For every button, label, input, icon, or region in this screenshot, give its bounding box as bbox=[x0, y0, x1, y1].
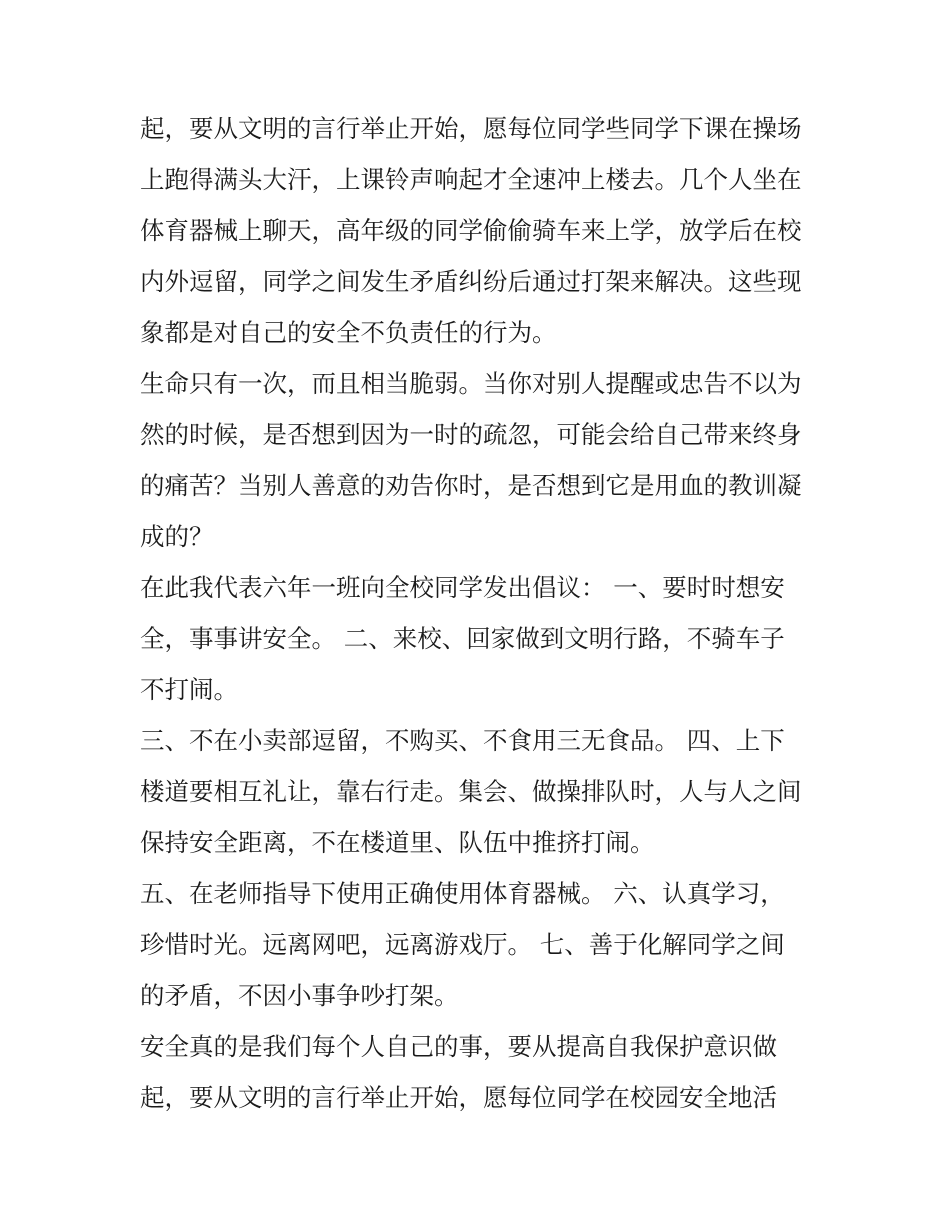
text-line: 上跑得满头大汗，上课铃声响起才全速冲上楼去。几个人坐在 bbox=[140, 165, 802, 194]
text-line: 体育器械上聊天，高年级的同学偷偷骑车来上学，放学后在校 bbox=[140, 216, 802, 245]
text-line: 成的？ bbox=[140, 522, 214, 551]
text-line: 内外逗留，同学之间发生矛盾纠纷后通过打架来解决。这些现 bbox=[140, 267, 802, 296]
text-line: 三、不在小卖部逗留，不购买、不食用三无食品。 四、上下 bbox=[140, 726, 785, 755]
text-line: 生命只有一次，而且相当脆弱。当你对别人提醒或忠告不以为 bbox=[140, 369, 802, 398]
text-line: 保持安全距离，不在楼道里、队伍中推挤打闹。 bbox=[140, 828, 655, 857]
text-line: 起，要从文明的言行举止开始，愿每位同学在校园安全地活 bbox=[140, 1083, 777, 1112]
text-line: 在此我代表六年一班向全校同学发出倡议： 一、要时时想安 bbox=[140, 573, 785, 602]
text-line: 不打闹。 bbox=[140, 675, 238, 704]
text-line: 的矛盾，不因小事争吵打架。 bbox=[140, 981, 459, 1010]
text-line: 五、在老师指导下使用正确使用体育器械。 六、认真学习， bbox=[140, 879, 785, 908]
body-text bbox=[140, 103, 820, 1123]
text-line: 珍惜时光。远离网吧，远离游戏厅。 七、善于化解同学之间 bbox=[140, 930, 785, 959]
text-line: 起，要从文明的言行举止开始，愿每位同学些同学下课在操场 bbox=[140, 114, 802, 143]
text-line: 安全真的是我们每个人自己的事，要从提高自我保护意识做 bbox=[140, 1032, 777, 1061]
text-line: 然的时候，是否想到因为一时的疏忽，可能会给自己带来终身 bbox=[140, 420, 802, 449]
text-line: 象都是对自己的安全不负责任的行为。 bbox=[140, 318, 557, 347]
text-line: 楼道要相互礼让，靠右行走。集会、做操排队时，人与人之间 bbox=[140, 777, 802, 806]
text-line: 全，事事讲安全。 二、来校、回家做到文明行路，不骑车子 bbox=[140, 624, 785, 653]
text-line: 的痛苦？当别人善意的劝告你时，是否想到它是用血的教训凝 bbox=[140, 471, 802, 500]
